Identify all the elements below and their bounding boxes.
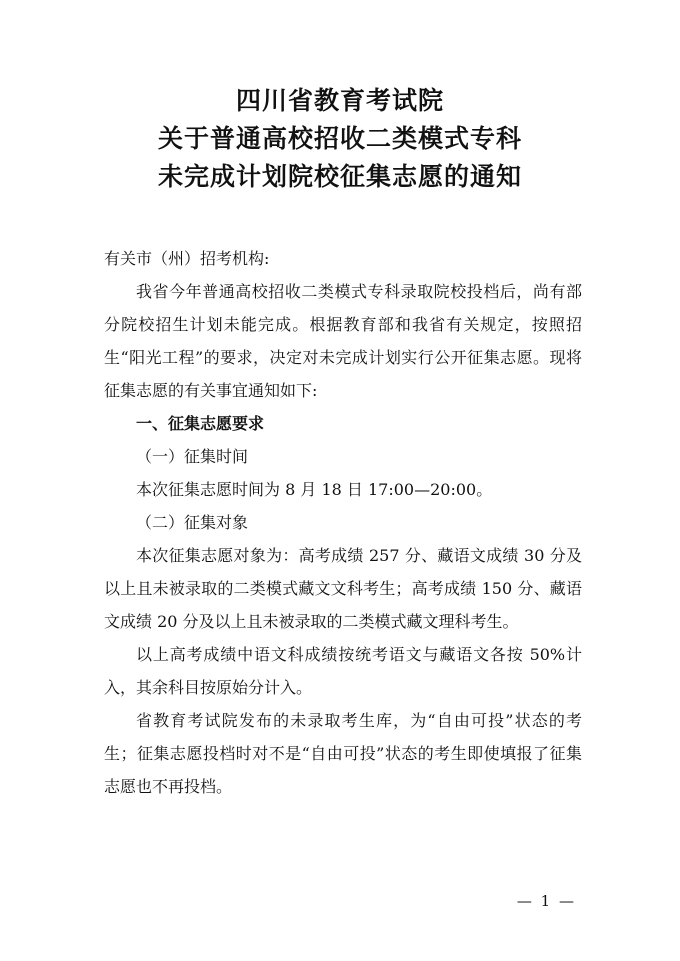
intro-paragraph: 我省今年普通高校招收二类模式专科录取院校投档后，尚有部分院校招生计划未能完成。根据教育部和我省有关规定，按照招生“阳光工程”的要求，决定对未完成计划实行公开征集志愿。现将征集志愿的有关事宜通知如下: [104,282,582,400]
section-heading-1: 一、征集志愿要求 [136,414,265,433]
target-paragraph: 本次征集志愿对象为：高考成绩 257 分、藏语文成绩 30 分及以上且未被录取的二类模式藏文文科考生；高考成绩 150 分、藏语文成绩 20 分及以上且未被录取的二类模式藏文理科考生。 [104,546,582,631]
salutation: 有关市（州）招考机构: [104,249,270,268]
sub-heading-time: （一）征集时间 [136,447,249,466]
title-line-1: 四川省教育考试院 [235,86,444,115]
score-note-paragraph: 以上高考成绩中语文科成绩按统考语文与藏语文各按 50%计入，其余科目按原始分计入。 [104,645,582,697]
document-body [104,242,582,803]
page-number: — 1 — [516,892,576,910]
time-paragraph: 本次征集志愿时间为 8 月 18 日 17:00—20:00。 [136,480,493,499]
sub-heading-target: （二）征集对象 [136,513,249,532]
document-title [0,82,680,196]
title-line-2: 关于普通高校招收二类模式专科 [157,124,522,153]
title-line-3: 未完成计划院校征集志愿的通知 [157,162,522,191]
status-note-paragraph: 省教育考试院发布的未录取考生库，为“自由可投”状态的考生；征集志愿投档时对不是“自由可投”状态的考生即使填报了征集志愿也不再投档。 [104,711,582,796]
